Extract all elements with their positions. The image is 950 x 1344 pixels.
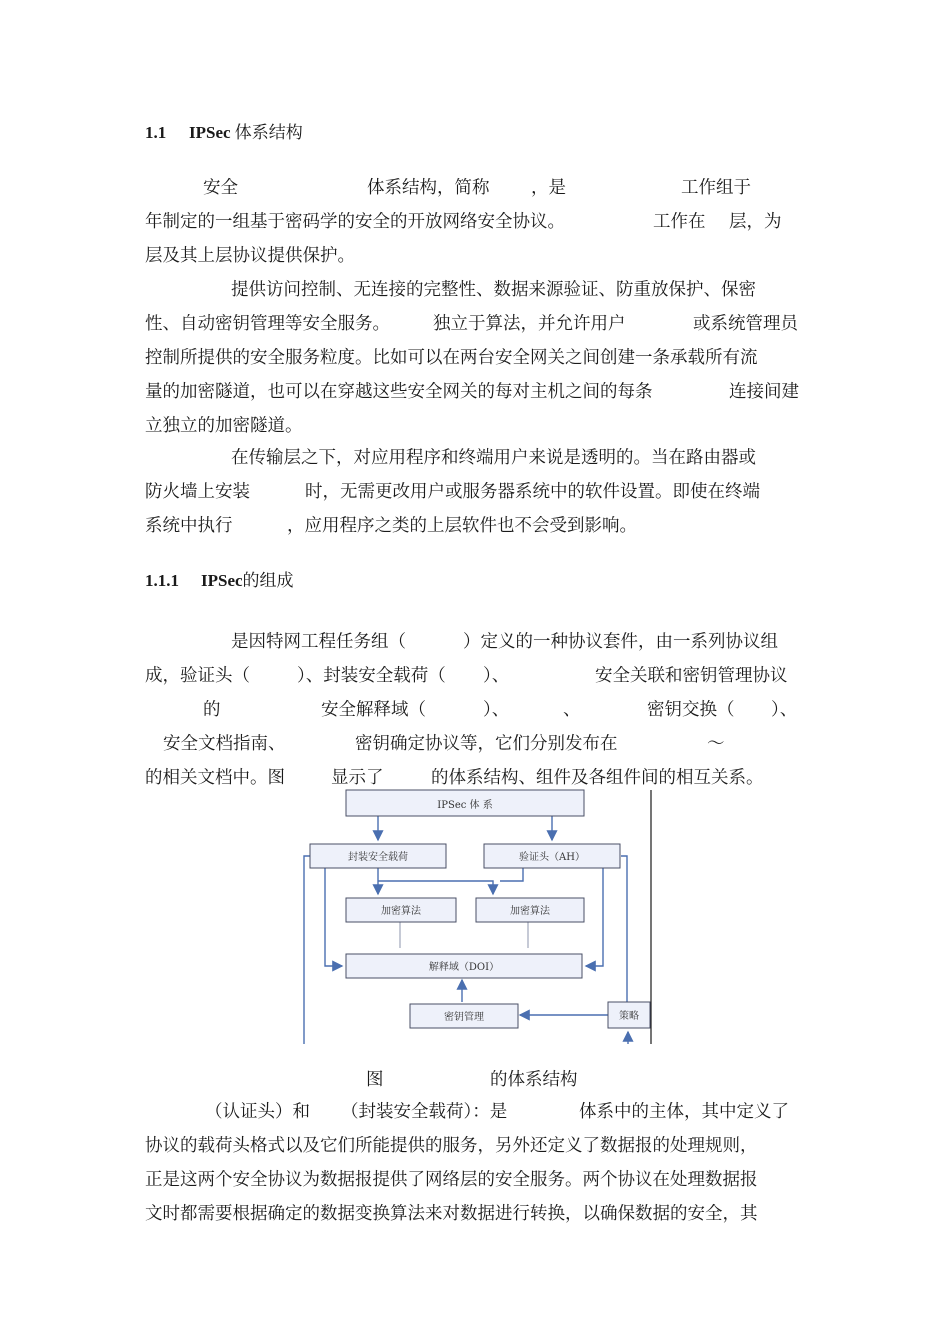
text-fragment: 密钥确定协议等，它们分别发布在 xyxy=(355,734,618,754)
text-fragment: 的体系结构、组件及各组件间的相互关系。 xyxy=(431,768,764,788)
text-fragment: 安全 xyxy=(203,178,238,198)
label-enc1: 加密算法 xyxy=(381,906,421,917)
text-fragment: 层及其上层协议提供保护。 xyxy=(145,246,355,266)
figure-caption-title: 的体系结构 xyxy=(490,1070,578,1090)
arrow-ah-to-enc xyxy=(500,868,523,881)
text-fragment: ）、 xyxy=(483,700,510,720)
text-fragment: ～ xyxy=(707,734,725,754)
heading-number: 1.1 xyxy=(145,123,167,142)
label-esp: 封装安全载荷 xyxy=(348,852,408,863)
text-fragment: 提供访问控制、无连接的完整性、数据来源验证、防重放保护、保密 xyxy=(231,280,756,300)
text-fragment: 防火墙上安装 xyxy=(145,482,250,502)
text-fragment: ）、 xyxy=(771,700,798,720)
heading-title: 的组成 xyxy=(242,571,294,590)
label-doi: 解释域（DOI） xyxy=(428,962,500,973)
label-ipsec-system: IPSec 体 系 xyxy=(437,800,493,811)
text-fragment: 密钥交换（ xyxy=(647,700,735,720)
text-fragment: 的相关文档中。图 xyxy=(145,768,285,788)
text-fragment: 文时都需要根据确定的数据变换算法来对数据进行转换，以确保数据的安全，其 xyxy=(145,1204,758,1224)
label-policy: 策略 xyxy=(619,1011,639,1022)
figure-caption-prefix: 图 xyxy=(366,1070,384,1090)
text-fragment: 安全文档指南、 xyxy=(163,734,286,754)
label-enc2: 加密算法 xyxy=(510,906,550,917)
text-fragment: 正是这两个安全协议为数据报提供了网络层的安全服务。两个协议在处理数据报 xyxy=(145,1170,758,1190)
text-fragment: 性、自动密钥管理等安全服务。 xyxy=(145,314,390,334)
text-fragment: 成，验证头（ xyxy=(145,666,250,686)
arrow-esp-to-enc2 xyxy=(378,881,493,894)
text-fragment: ）、封装安全载荷（ xyxy=(297,666,446,686)
text-fragment: 、 xyxy=(563,700,581,720)
heading-keyword: IPSec xyxy=(189,123,231,142)
arrow-ah-to-doi xyxy=(586,868,603,966)
heading-number: 1.1.1 xyxy=(145,571,179,590)
heading-keyword: IPSec xyxy=(201,571,243,590)
text-fragment: 立独立的加密隧道。 xyxy=(145,416,303,436)
text-fragment: 协议的载荷头格式以及它们所能提供的服务，另外还定义了数据报的处理规则， xyxy=(145,1136,758,1156)
text-fragment: 系统中执行 xyxy=(145,516,233,536)
text-fragment: 量的加密隧道，也可以在穿越这些安全网关的每对主机之间的每条 xyxy=(145,382,653,402)
label-ah: 验证头（AH） xyxy=(519,852,585,863)
text-fragment: 的 xyxy=(203,700,221,720)
text-fragment: 或系统管理员 xyxy=(693,314,798,334)
label-key-management: 密钥管理 xyxy=(444,1012,484,1023)
text-fragment: ，应用程序之类的上层软件也不会受到影响。 xyxy=(287,516,637,536)
text-fragment: 独立于算法，并允许用户 xyxy=(433,314,626,334)
text-fragment: 年制定的一组基于密码学的安全的开放网络安全协议。 xyxy=(145,212,565,232)
text-fragment: ）、 xyxy=(483,666,510,686)
text-fragment: 在传输层之下，对应用程序和终端用户来说是透明的。当在路由器或 xyxy=(231,448,756,468)
text-fragment: （认证头）和 xyxy=(205,1102,310,1122)
text-fragment: 工作组于 xyxy=(681,178,751,198)
line-right-loop xyxy=(621,856,627,1002)
text-fragment: 体系中的主体，其中定义了 xyxy=(579,1102,789,1122)
text-fragment: 显示了 xyxy=(331,768,384,788)
text-fragment: 安全关联和密钥管理协议 xyxy=(595,666,788,686)
text-fragment: 是因特网工程任务组（ xyxy=(231,632,406,652)
text-fragment: 连接间建 xyxy=(729,382,799,402)
line-left-loop xyxy=(304,856,310,1044)
arrow-esp-to-doi xyxy=(325,868,342,966)
section-heading-1-1 xyxy=(145,118,303,143)
text-fragment: 控制所提供的安全服务粒度。比如可以在两台安全网关之间创建一条承载所有流 xyxy=(145,348,758,368)
ipsec-architecture-diagram xyxy=(290,786,660,1048)
text-fragment: 层，为 xyxy=(729,212,782,232)
section-heading-1-1-1 xyxy=(145,566,294,591)
text-fragment: ，是 xyxy=(531,178,566,198)
heading-title: 体系结构 xyxy=(234,123,303,142)
text-fragment: 时，无需更改用户或服务器系统中的软件设置。即使在终端 xyxy=(305,482,760,502)
text-fragment: 安全解释域（ xyxy=(321,700,426,720)
text-fragment: 工作在 xyxy=(653,212,706,232)
text-fragment: （封装安全载荷）：是 xyxy=(341,1102,508,1122)
text-fragment: ）定义的一种协议套件，由一系列协议组 xyxy=(463,632,778,652)
text-fragment: 体系结构，简称 xyxy=(367,178,490,198)
